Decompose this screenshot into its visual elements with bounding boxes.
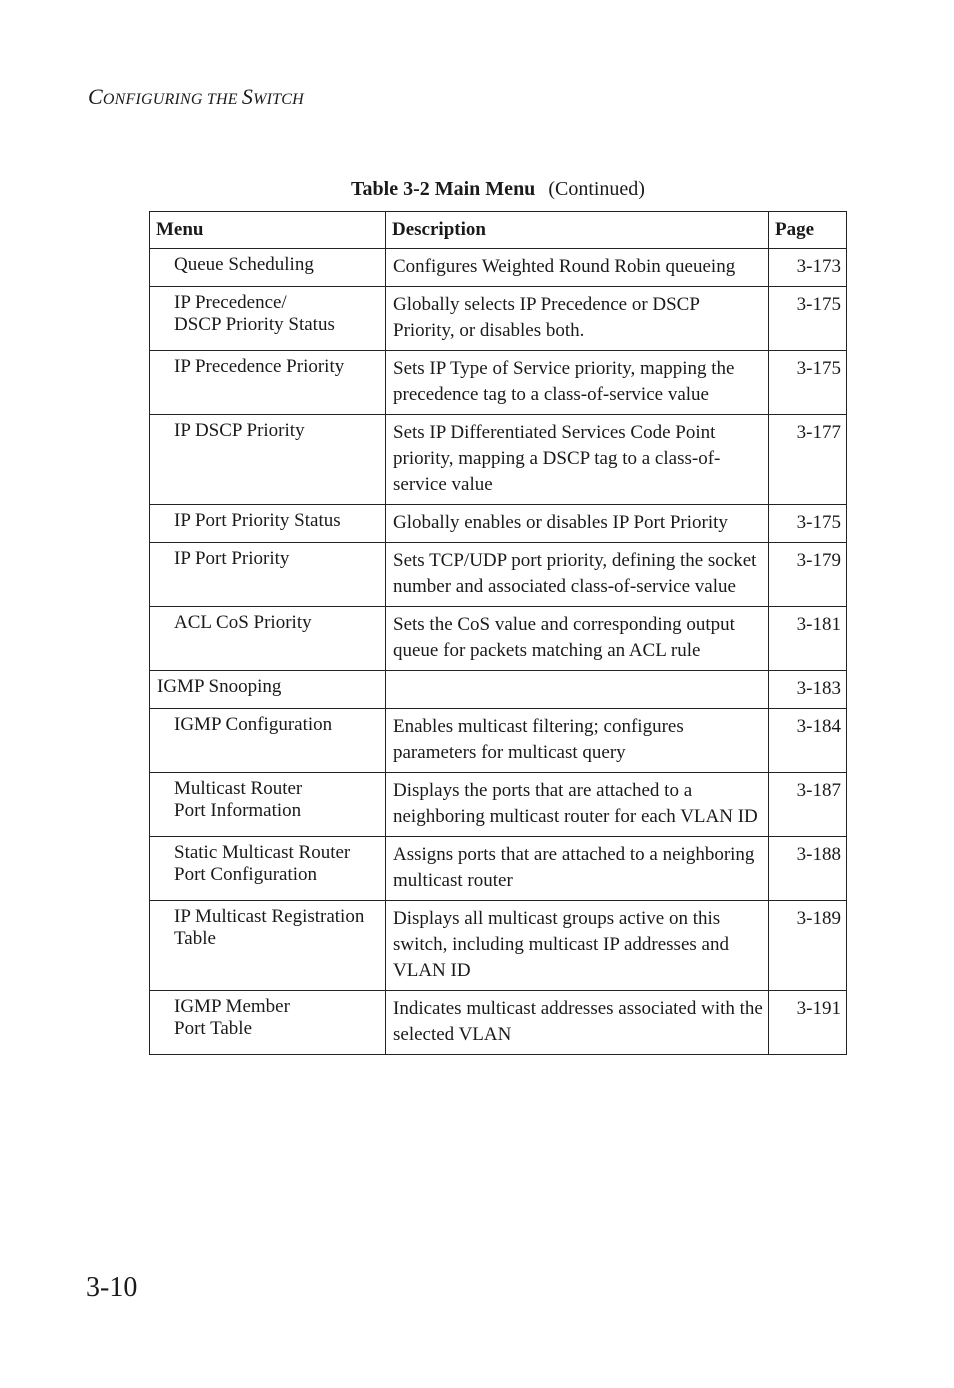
menu-cell-line: Multicast Router xyxy=(174,778,303,799)
description-cell: Displays all multicast groups active on this switch, including multicast IP addresses and VLAN ID xyxy=(386,901,769,991)
description-cell: Globally selects IP Precedence or DSCP Priority, or disables both. xyxy=(386,287,769,351)
page-cell: 3-173 xyxy=(769,249,847,287)
page-cell: 3-187 xyxy=(769,773,847,837)
menu-cell-line: IGMP Member xyxy=(174,996,290,1017)
description-cell: Sets IP Type of Service priority, mapping the precedence tag to a class-of-service value xyxy=(386,351,769,415)
table-header-row xyxy=(150,212,847,249)
table-row xyxy=(150,607,847,671)
menu-cell xyxy=(150,249,386,287)
menu-cell-line: IP DSCP Priority xyxy=(174,420,305,441)
page-cell: 3-175 xyxy=(769,505,847,543)
menu-cell-line: ACL CoS Priority xyxy=(174,612,312,633)
page-cell: 3-184 xyxy=(769,709,847,773)
page-cell: 3-191 xyxy=(769,991,847,1055)
running-head-initial-2: S xyxy=(241,84,254,109)
page-cell: 3-177 xyxy=(769,415,847,505)
menu-cell xyxy=(150,901,386,991)
table-row xyxy=(150,505,847,543)
menu-cell xyxy=(150,415,386,505)
menu-cell xyxy=(150,671,386,709)
page-cell: 3-189 xyxy=(769,901,847,991)
page-cell: 3-183 xyxy=(769,671,847,709)
menu-cell-line: Port Table xyxy=(174,1018,253,1039)
table-row xyxy=(150,415,847,505)
menu-cell-line: Table xyxy=(174,928,216,949)
menu-cell-line: IGMP Configuration xyxy=(174,714,333,735)
table-row xyxy=(150,543,847,607)
table-caption xyxy=(150,178,846,201)
description-cell: Assigns ports that are attached to a neighboring multicast router xyxy=(386,837,769,901)
running-head-rest-2: WITCH xyxy=(253,91,304,108)
menu-cell xyxy=(150,287,386,351)
menu-cell xyxy=(150,607,386,671)
page-cell: 3-175 xyxy=(769,351,847,415)
running-head xyxy=(88,84,304,110)
table-row xyxy=(150,351,847,415)
description-cell: Sets the CoS value and corresponding output queue for packets matching an ACL rule xyxy=(386,607,769,671)
page-cell: 3-181 xyxy=(769,607,847,671)
menu-cell-line: DSCP Priority Status xyxy=(174,314,335,335)
menu-cell xyxy=(150,991,386,1055)
table-row xyxy=(150,991,847,1055)
menu-cell-line: IP Precedence Priority xyxy=(174,356,345,377)
description-cell: Displays the ports that are attached to a neighboring multicast router for each VLAN ID xyxy=(386,773,769,837)
main-menu-table xyxy=(149,211,847,1055)
menu-cell-line: IGMP Snooping xyxy=(157,676,282,697)
menu-cell xyxy=(150,837,386,901)
menu-cell-line: Port Configuration xyxy=(174,864,318,885)
header-description: Description xyxy=(386,212,769,249)
menu-cell-line: IP Precedence/ xyxy=(174,292,287,313)
header-page: Page xyxy=(769,212,847,249)
description-cell: Indicates multicast addresses associated with the selected VLAN xyxy=(386,991,769,1055)
menu-cell-line: Static Multicast Router xyxy=(174,842,351,863)
description-cell: Sets TCP/UDP port priority, defining the socket number and associated class-of-service value xyxy=(386,543,769,607)
description-cell: Enables multicast filtering; configures parameters for multicast query xyxy=(386,709,769,773)
header-menu: Menu xyxy=(150,212,386,249)
running-head-initial-1: C xyxy=(88,84,103,109)
description-cell: Globally enables or disables IP Port Priority xyxy=(386,505,769,543)
menu-cell-line: Queue Scheduling xyxy=(174,254,314,275)
menu-cell-line: IP Port Priority xyxy=(174,548,290,569)
table-row xyxy=(150,773,847,837)
description-cell: Configures Weighted Round Robin queueing xyxy=(386,249,769,287)
menu-cell xyxy=(150,505,386,543)
table-body xyxy=(150,249,847,1055)
menu-cell xyxy=(150,773,386,837)
menu-cell xyxy=(150,543,386,607)
menu-cell-line: Port Information xyxy=(174,800,302,821)
table-row xyxy=(150,709,847,773)
running-head-rest-1: ONFIGURING THE xyxy=(102,91,242,108)
table-row xyxy=(150,671,847,709)
table-caption-title: Table 3-2 Main Menu xyxy=(351,178,536,200)
menu-cell xyxy=(150,351,386,415)
table-caption-suffix: (Continued) xyxy=(548,178,645,200)
menu-cell-line: IP Multicast Registration xyxy=(174,906,365,927)
page-cell: 3-179 xyxy=(769,543,847,607)
description-cell: Sets IP Differentiated Services Code Point priority, mapping a DSCP tag to a class-of-service value xyxy=(386,415,769,505)
page-cell: 3-188 xyxy=(769,837,847,901)
table-row xyxy=(150,837,847,901)
table-row xyxy=(150,249,847,287)
table-row xyxy=(150,287,847,351)
table-row xyxy=(150,901,847,991)
menu-cell-line: IP Port Priority Status xyxy=(174,510,341,531)
menu-cell xyxy=(150,709,386,773)
page-number: 3-10 xyxy=(86,1272,138,1303)
description-cell xyxy=(386,671,769,709)
page-cell: 3-175 xyxy=(769,287,847,351)
